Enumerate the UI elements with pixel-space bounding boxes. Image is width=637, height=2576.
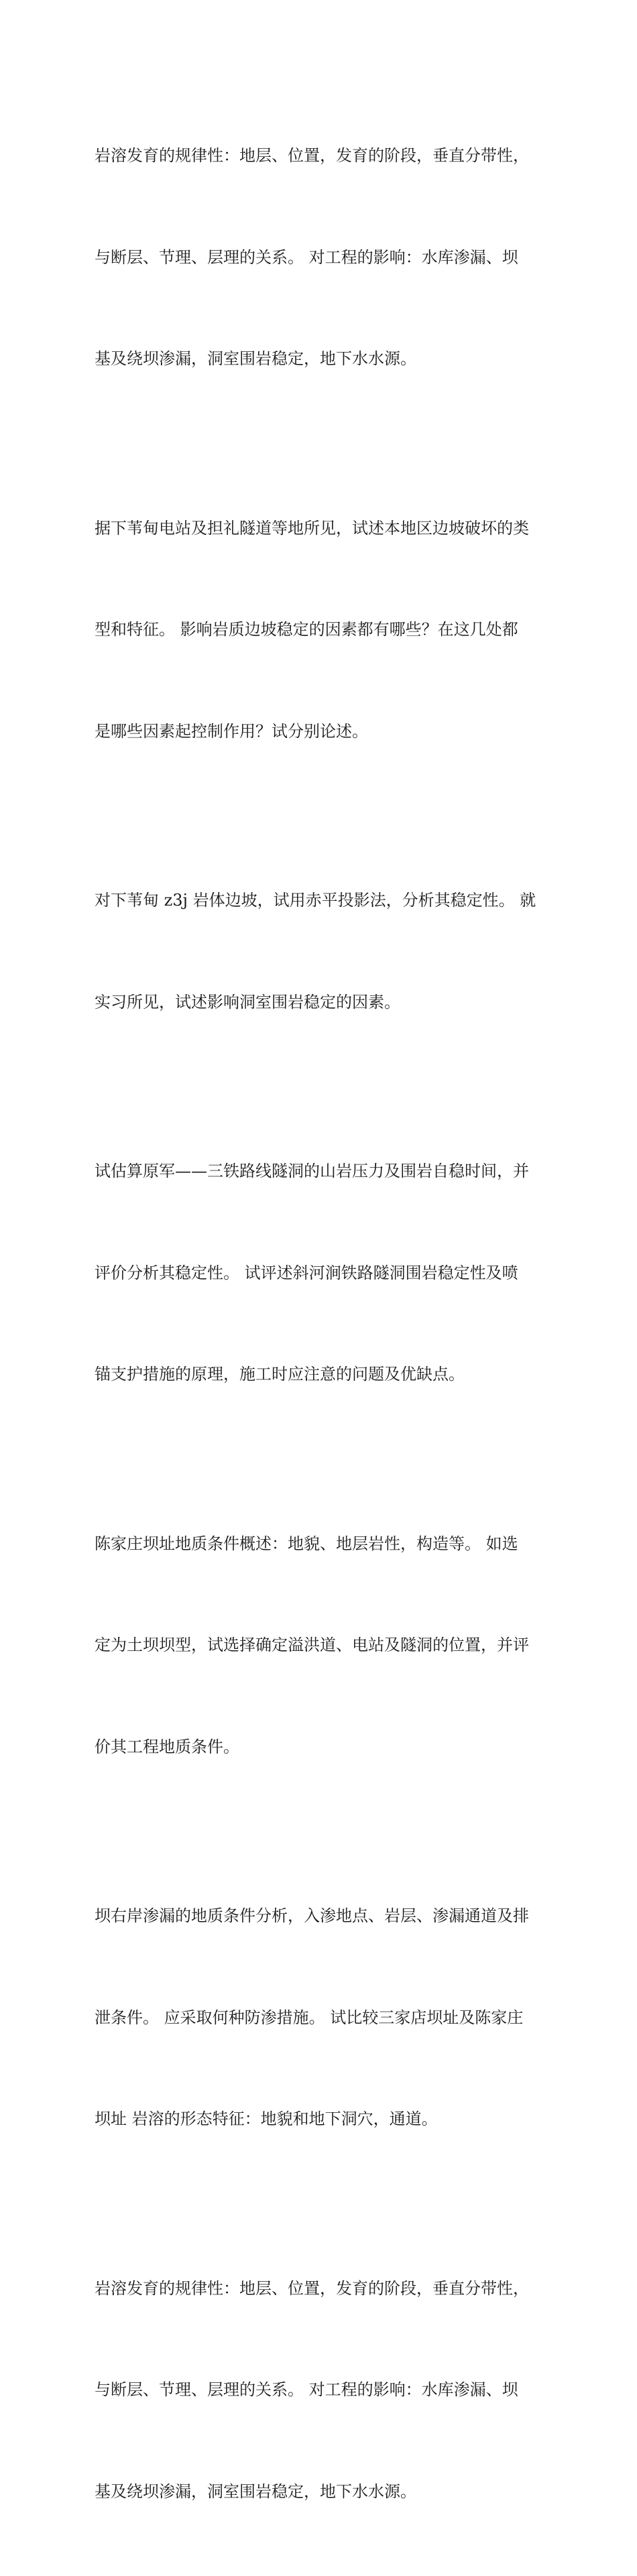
text-line: 岩溶发育的规律性：地层、位置，发育的阶段，垂直分带性，: [95, 2272, 551, 2306]
text-line: 与断层、节理、层理的关系。 对工程的影响：水库渗漏、坝: [95, 2373, 551, 2407]
paragraph-2: [95, 444, 551, 816]
text-line: 基及绕坝渗漏，洞室围岩稳定，地下水水源。: [95, 342, 551, 376]
text-line: 对下苇甸 z3j 岩体边坡，试用赤平投影法，分析其稳定性。 就: [95, 883, 551, 918]
paragraph-6: [95, 1831, 551, 2204]
text-line: 陈家庄坝址地质条件概述：地貌、地层岩性，构造等。 如选: [95, 1527, 551, 1561]
text-line: 与断层、节理、层理的关系。 对工程的影响：水库渗漏、坝: [95, 241, 551, 275]
text-line: 实习所见，试述影响洞室围岩稳定的因素。: [95, 985, 551, 1020]
paragraph-5: [95, 1459, 551, 1832]
paragraph-1: [95, 71, 551, 444]
paragraph-3: [95, 816, 551, 1087]
paragraph-4: [95, 1087, 551, 1459]
text-line: 岩溶发育的规律性：地层、位置，发育的阶段，垂直分带性，: [95, 139, 551, 173]
document-body: [95, 71, 551, 2576]
text-line: 坝右岸渗漏的地质条件分析，入渗地点、岩层、渗漏通道及排: [95, 1899, 551, 1933]
text-line: 锚支护措施的原理，施工时应注意的问题及优缺点。: [95, 1357, 551, 1392]
text-line: 据下苇甸电站及担礼隧道等地所见，试述本地区边坡破坏的类: [95, 511, 551, 546]
text-line: 泄条件。 应采取何种防渗措施。 试比较三家店坝址及陈家庄: [95, 2001, 551, 2035]
document-page: [0, 0, 637, 824]
text-line: 价其工程地质条件。: [95, 1730, 551, 1764]
text-line: 基及绕坝渗漏，洞室围岩稳定，地下水水源。: [95, 2475, 551, 2509]
text-line: 坝址 岩溶的形态特征：地貌和地下洞穴，通道。: [95, 2102, 551, 2136]
text-line: 定为土坝坝型，试选择确定溢洪道、电站及隧洞的位置，并评: [95, 1628, 551, 1662]
text-line: 评价分析其稳定性。 试评述斜河涧铁路隧洞围岩稳定性及喷: [95, 1256, 551, 1290]
paragraph-7: [95, 2204, 551, 2576]
text-line: 试估算原军——三铁路线隧洞的山岩压力及围岩自稳时间，并: [95, 1154, 551, 1188]
text-line: 型和特征。 影响岩质边坡稳定的因素都有哪些？在这几处都: [95, 613, 551, 647]
text-line: 是哪些因素起控制作用？试分别论述。: [95, 715, 551, 749]
